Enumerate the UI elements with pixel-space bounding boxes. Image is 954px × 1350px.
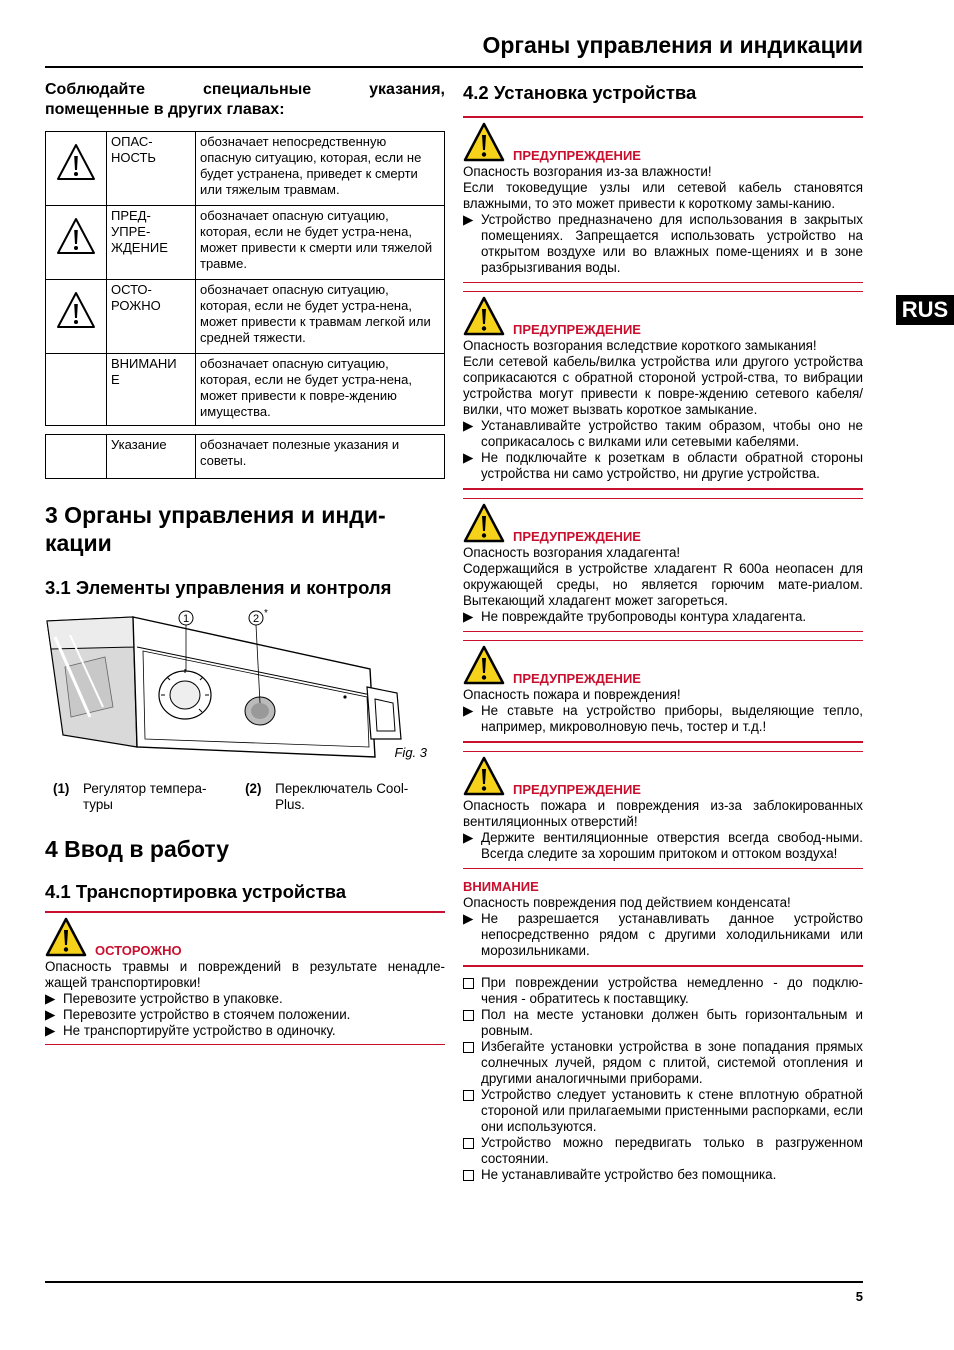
- caution-text: Опасность травмы и повреждений в результате ненадле-жащей транспортировки!: [45, 958, 445, 990]
- table-row: [46, 435, 445, 479]
- bullet-item: ▶ Держите вентиляционные отверстия всегда свобод-ными. Всегда следите за хорошим притоком и оттоком воздуха!: [463, 829, 863, 861]
- right-column: [463, 80, 863, 1185]
- figure-legend: [45, 781, 445, 813]
- legend-text: Регулятор темпера-туры: [83, 781, 207, 812]
- checklist-item: Избегайте установки устройства в зоне попадания прямых солнечных лучей, рядом с плитой, системой отопления и другими аналогичными приборами.: [463, 1039, 863, 1087]
- section-4-1-title: 4.1 Транспортировка устройства: [45, 881, 347, 902]
- table-row: [46, 206, 445, 280]
- warning-triangle-icon: [55, 290, 97, 330]
- warning-triangle-icon: [463, 296, 505, 336]
- checklist-item: Устройство следует установить к стене вплотную обратной стороной или прилагаемыми пристенными распорками, если они используются.: [463, 1087, 863, 1135]
- warning-header: [463, 752, 863, 798]
- header-rule: [45, 66, 863, 68]
- table-row: [46, 354, 445, 426]
- warning-text: Опасность возгорания вследствие короткого замыкания!: [463, 338, 817, 353]
- checkbox-icon: [463, 1090, 474, 1101]
- callout-2: 2: [252, 613, 260, 625]
- hint-term: Указание: [107, 435, 196, 479]
- language-badge: RUS: [896, 295, 954, 325]
- warning-text: Содержащийся в устройстве хладагент R 600a неопасен для окружающей среды, но является горючим мате-риалом. Вытекающий хладагент может загореться.: [463, 560, 863, 608]
- warning-triangle-icon: [463, 122, 505, 162]
- hazard-term: ОПАС- НОСТЬ: [107, 132, 196, 206]
- legend-item: [245, 781, 445, 813]
- notice-text: Опасность повреждения под действием конденсата!: [463, 895, 791, 910]
- warning-text: Если токоведущие узлы или сетевой кабель становятся влажными, то это может привести к короткому замы-канию.: [463, 179, 863, 211]
- hint-desc: обозначает полезные указания и советы.: [196, 435, 445, 479]
- section-4-title: 4 Ввод в работу: [45, 836, 230, 862]
- callout-2-star: *: [264, 608, 268, 619]
- hazard-term: ОСТО- РОЖНО: [107, 280, 196, 354]
- control-panel-illustration: [45, 607, 445, 779]
- checkbox-icon: [463, 1042, 474, 1053]
- warning-triangle-icon: [55, 142, 97, 182]
- notes-heading: Соблюдайте специальные указания, помещенные в других главах:: [45, 81, 445, 118]
- section-4-2-title: 4.2 Установка устройства: [463, 82, 697, 103]
- hazard-desc: обозначает опасную ситуацию, которая, если не будет устра-нена, может привести к повре-ждению имущества.: [196, 354, 445, 426]
- checklist-item: При повреждении устройства немедленно - до подклю-чения - обратитесь к поставщику.: [463, 975, 863, 1007]
- bullet-item: ▶ Не ставьте на устройство приборы, выделяющие тепло, например, микроволновую печь, тостер и т.д.!: [463, 703, 863, 734]
- hazard-desc: обозначает опасную ситуацию, которая, если не будет устра-нена, может привести к смерти или тяжелой травме.: [196, 206, 445, 280]
- checklist-item: Пол на месте установки должен быть горизонтальным и ровным.: [463, 1007, 863, 1039]
- bullet-item: ▶ Не транспортируйте устройство в одиночку.: [45, 1022, 336, 1038]
- checkbox-icon: [463, 1138, 474, 1149]
- checkbox-icon: [463, 1170, 474, 1181]
- warning-text: Опасность пожара и повреждения!: [463, 687, 681, 702]
- footer-rule: [45, 1281, 863, 1283]
- hazard-table: [45, 131, 445, 426]
- warning-label: ПРЕДУПРЕЖДЕНИЕ: [513, 322, 641, 337]
- checkbox-icon: [463, 1010, 474, 1021]
- hint-table: [45, 434, 445, 479]
- warning-triangle-icon: [463, 756, 505, 796]
- warning-text: Если сетевой кабель/вилка устройства или другого устройства соприкасаются с обратной стороной устрой-ства, то вибрации устройства могут привести к повре-ждению сетевого кабеля/вилки, что может вызвать короткое замыкание.: [463, 354, 863, 417]
- warning-text: Опасность возгорания хладагента!: [463, 544, 681, 560]
- notice-label: ВНИМАНИЕ: [463, 879, 539, 894]
- bullet-item: ▶ Не подключайте к розеткам в области обратной стороны устройства ни само устройство, ни другие устройства.: [463, 450, 863, 481]
- warning-header: [463, 118, 863, 164]
- warning-label: ПРЕДУПРЕЖДЕНИЕ: [513, 781, 641, 797]
- section-3-1-title: 3.1 Элементы управления и контроля: [45, 577, 392, 598]
- warning-triangle-icon: [55, 216, 97, 256]
- warning-header: [463, 292, 863, 338]
- checkbox-icon: [463, 978, 474, 989]
- warning-label: ПРЕДУПРЕЖДЕНИЕ: [513, 147, 641, 163]
- warning-triangle-icon: [463, 503, 505, 543]
- table-row: [46, 280, 445, 354]
- checklist-item: Не устанавливайте устройство без помощника.: [463, 1167, 863, 1185]
- figure-caption: Fig. 3: [394, 745, 427, 760]
- red-rule: [45, 1044, 445, 1046]
- checklist-item: Устройство можно передвигать только в разгруженном состоянии.: [463, 1135, 863, 1167]
- bullet-item: ▶ Устанавливайте устройство таким образом, чтобы оно не соприкасалось с вилками или сетевыми кабелями.: [463, 418, 863, 449]
- page-number: 5: [855, 1289, 863, 1304]
- hazard-desc: обозначает непосредственную опасную ситуацию, которая, если не будет устранена, приведет к смерти или тяжелым травмам.: [196, 132, 445, 206]
- legend-number: (2): [245, 781, 262, 796]
- caution-header: [45, 913, 445, 959]
- warning-text: Опасность пожара и повреждения из-за заблокированных вентиляционных отверстий!: [463, 797, 863, 829]
- callout-1: 1: [182, 613, 190, 625]
- page-header: Органы управления и индикации: [482, 32, 863, 58]
- table-row: [46, 132, 445, 206]
- bullet-item: ▶ Устройство предназначено для использования в закрытых помещениях. Запрещается использовать устройство на открытом воздухе или во влажных поме-щениях и в зоне разбрызгивания воды.: [463, 211, 863, 275]
- warning-triangle-icon: [463, 645, 505, 685]
- warning-label: ПРЕДУПРЕЖДЕНИЕ: [513, 671, 641, 686]
- hazard-term: ПРЕД- УПРЕ- ЖДЕНИЕ: [107, 206, 196, 280]
- legend-item: [45, 781, 245, 813]
- control-panel-figure: [45, 607, 445, 779]
- bullet-item: ▶ Не разрешается устанавливать данное устройство непосредственно рядом с другими холодильниками или морозильниками.: [463, 911, 863, 958]
- hazard-term: ВНИМАНИ Е: [107, 354, 196, 426]
- caution-label: ОСТОРОЖНО: [95, 942, 182, 958]
- warning-triangle-icon: [45, 917, 87, 957]
- section-3-title: 3 Органы управления и инди- кации: [45, 502, 386, 556]
- bullet-item: ▶ Не повреждайте трубопроводы контура хладагента.: [463, 608, 807, 624]
- warning-header: [463, 641, 863, 687]
- bullet-item: ▶ Перевозите устройство в стоячем положении.: [45, 1006, 351, 1022]
- legend-text: Переключатель Cool-Plus.: [275, 781, 409, 812]
- warning-text: Опасность возгорания из-за влажности!: [463, 163, 712, 179]
- bullet-item: ▶ Перевозите устройство в упаковке.: [45, 990, 283, 1006]
- warning-header: [463, 499, 863, 545]
- legend-number: (1): [53, 781, 70, 796]
- left-column: [45, 80, 445, 1045]
- warning-label: ПРЕДУПРЕЖДЕНИЕ: [513, 528, 641, 544]
- hazard-desc: обозначает опасную ситуацию, которая, если не будет устра-нена, может привести к травмам легкой или средней тяжести.: [196, 280, 445, 354]
